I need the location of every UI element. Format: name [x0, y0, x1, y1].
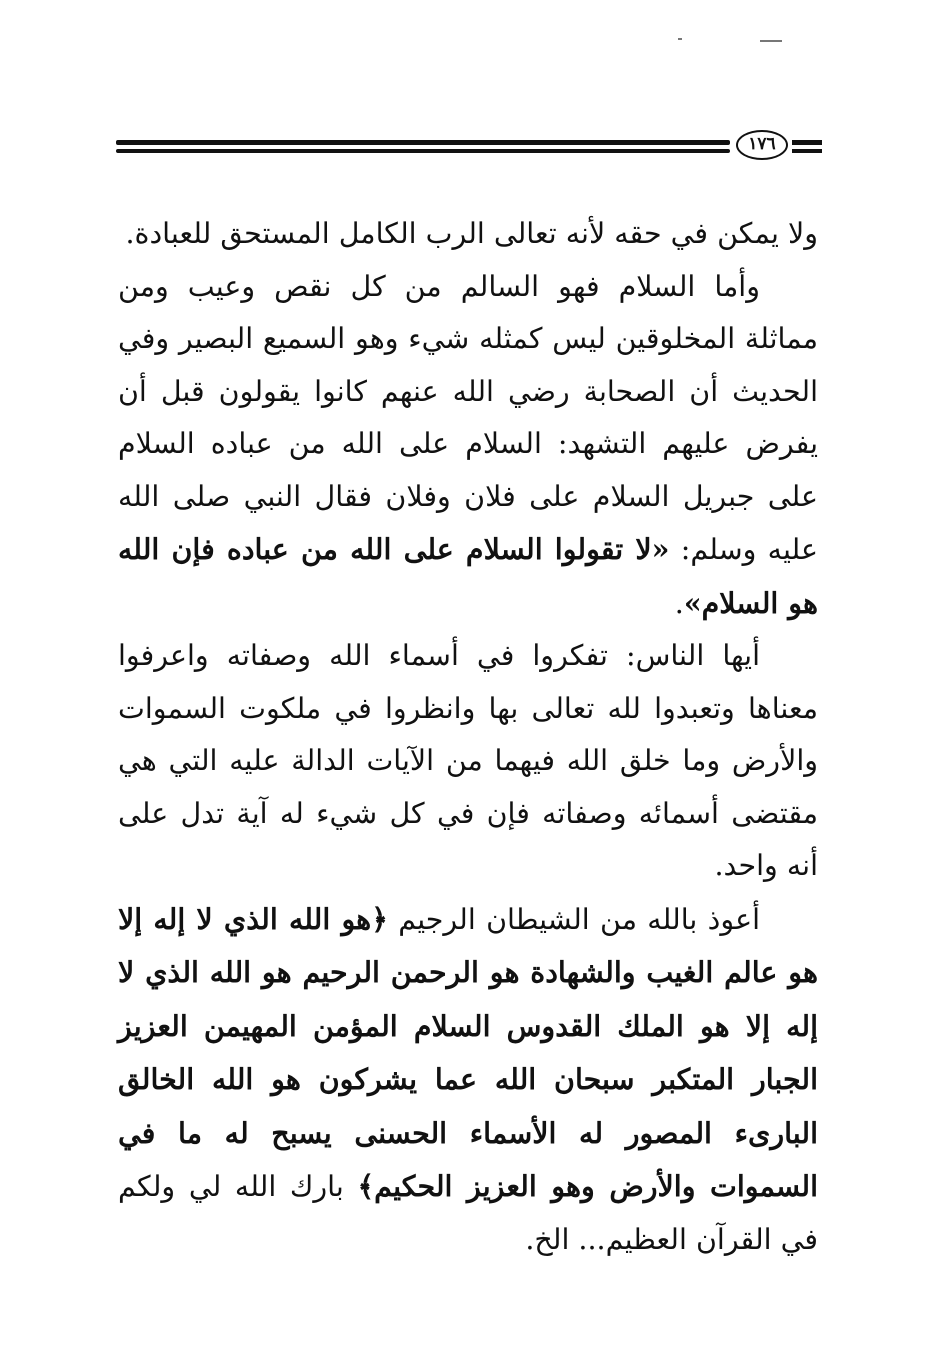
hadith-quote: «لا تقولوا السلام على الله من عباده فإن الله هو السلام» [118, 532, 818, 620]
quran-verse: ﴿هو الله الذي لا إله إلا هو عالم الغيب والشهادة هو الرحمن الرحيم هو الله الذي لا إله إلا هو الملك القدوس السلام المؤمن المهيمن العزيز الجبار المتكبر سبحان الله عما يشركون هو الله الخالق البارىء المصور له الأسماء الحسنى يسبح له ما في السموات والأرض وهو العزيز الحكيم﴾ [118, 901, 818, 1203]
paragraph [118, 893, 818, 1267]
text-segment: بارك الله لي ولكم في القرآن العظيم... الخ. [118, 1170, 818, 1256]
paragraph [118, 261, 818, 631]
text-segment: وأما السلام فهو السالم من كل نقص وعيب ومن مماثلة المخلوقين ليس كمثله شيء وهو السميع البصير وفي الحديث أن الصحابة رضي الله عنهم كانوا يقولون قبل أن يفرض عليهم التشهد: السلام على الله من عباده السلام على جبريل السلام على فلان وفلان فقال النبي صلى الله عليه وسلم: [118, 269, 819, 566]
page-header [116, 130, 822, 166]
header-rule-short-top [792, 140, 822, 145]
header-rule-short-bottom [792, 149, 822, 153]
text-segment: ولا يمكن في حقه لأنه تعالى الرب الكامل المستحق للعبادة. [125, 217, 818, 250]
scan-artifact [678, 38, 682, 40]
text-segment: أيها الناس: تفكروا في أسماء الله وصفاته واعرفوا معناها وتعبدوا لله تعالى بها وانظروا في ملكوت السموات والأرض وما خلق الله فيهما من الآيات الدالة عليه التي هي مقتضى أسمائه وصفاته فإن في كل شيء له آية تدل على أنه واحد. [118, 639, 818, 882]
scan-artifact [760, 40, 782, 42]
header-rule-top [116, 140, 730, 145]
text-segment: . [674, 586, 684, 620]
paragraph [118, 630, 818, 893]
body-text [118, 208, 818, 1266]
text-segment: أعوذ بالله من الشيطان الرجيم [387, 902, 760, 936]
header-rule-bottom [116, 149, 730, 153]
page-number: ١٧٦ [736, 130, 788, 160]
paragraph [118, 208, 818, 261]
